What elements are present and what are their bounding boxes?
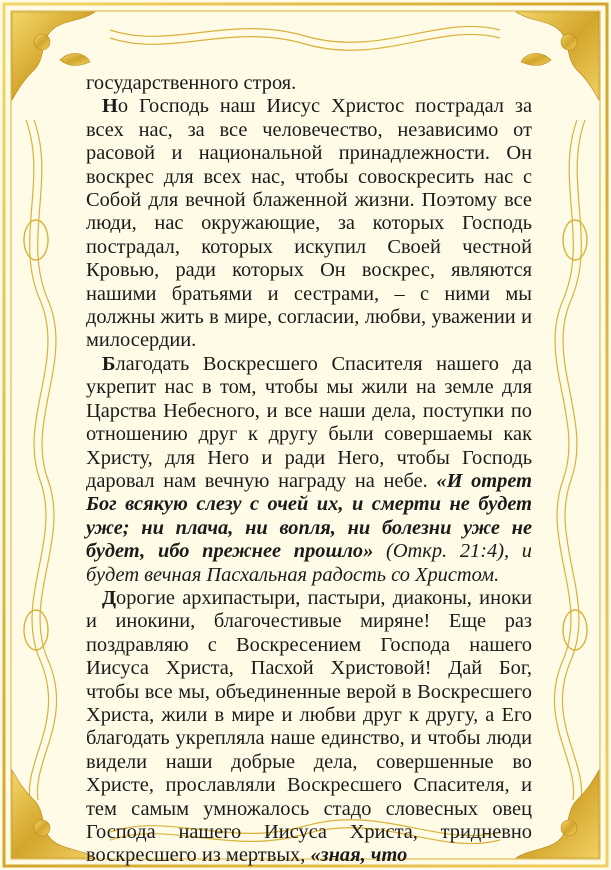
paragraph-1-part-1: о Господь наш Иисус Христос пострадал за всех нас, за все человечество, независимо от расовой и национальной принадлежности. Он воскрес для всех нас, чтобы совоскресить нас с Собой для вечной блаженной жизни. Поэтому все люди, нас окружающие, за которых Господь пострадал, которых искупил Своей честной Кровью, ради которых Он воскрес, являются нашими братьями и сестрами, – с ними мы должны жить в мире, согласии, любви, уважении и милосердии. — [86, 95, 532, 352]
corner-ornament-bottom-left — [12, 770, 95, 858]
paragraph-3-part-1: орогие архипастыри, пастыри, диаконы, иноки и инокини, благочестивые миряне! Еще раз поздравляю с Воскресением Господа нашего Иисуса Христа, Пасхой Христовой! Дай Бог, чтобы все мы, объединенные верой в Воскресшего Христа, жили в мире и любви друг к другу, а Его благодать укрепляла наше единство, и чтобы люди видели наши добрые дела, совершенные во Христе, прославляли Воскресшего Спасителя, и тем самым умножалось стадо словесных овец Господа нашего Иисуса Христа, тридневно воскресшего из мертвых, — [86, 586, 532, 867]
paragraph-2-part-2: «И отрет Бог всякую слезу с очей их, и смерти не будет уже; ни плача, ни вопля, ни болезни уже не будет, ибо прежнее прошло» — [86, 469, 533, 563]
paragraph-2 — [86, 353, 532, 587]
paragraph-3-part-0: Д — [102, 586, 117, 609]
frame-top-band — [110, 26, 500, 50]
paragraph-0-part-0: государственного строя. — [86, 72, 297, 94]
paragraph-3-part-2: «зная, что — [310, 844, 408, 867]
paragraph-2-part-3: (Откр. 21:4), и будет вечная Пасхальная радость со Христом. — [86, 540, 532, 586]
paragraph-2-part-0: Б — [102, 352, 116, 375]
paragraph-1 — [86, 95, 532, 352]
corner-ornament-top-left — [12, 12, 95, 100]
paragraph-3 — [86, 587, 532, 868]
paragraph-0 — [86, 72, 532, 95]
paragraph-1-part-0: Н — [102, 95, 118, 118]
letter-text-block — [86, 72, 533, 867]
paragraph-2-part-1: лагодать Воскресшего Спасителя нашего да укрепит нас в том, чтобы мы жили на земле для Царства Небесного, и все наши дела, поступки по отношению друг к другу были совершаемы как Христу, для Него и ради Него, чтобы Господь даровал нам вечную награду на небе. — [86, 352, 532, 492]
